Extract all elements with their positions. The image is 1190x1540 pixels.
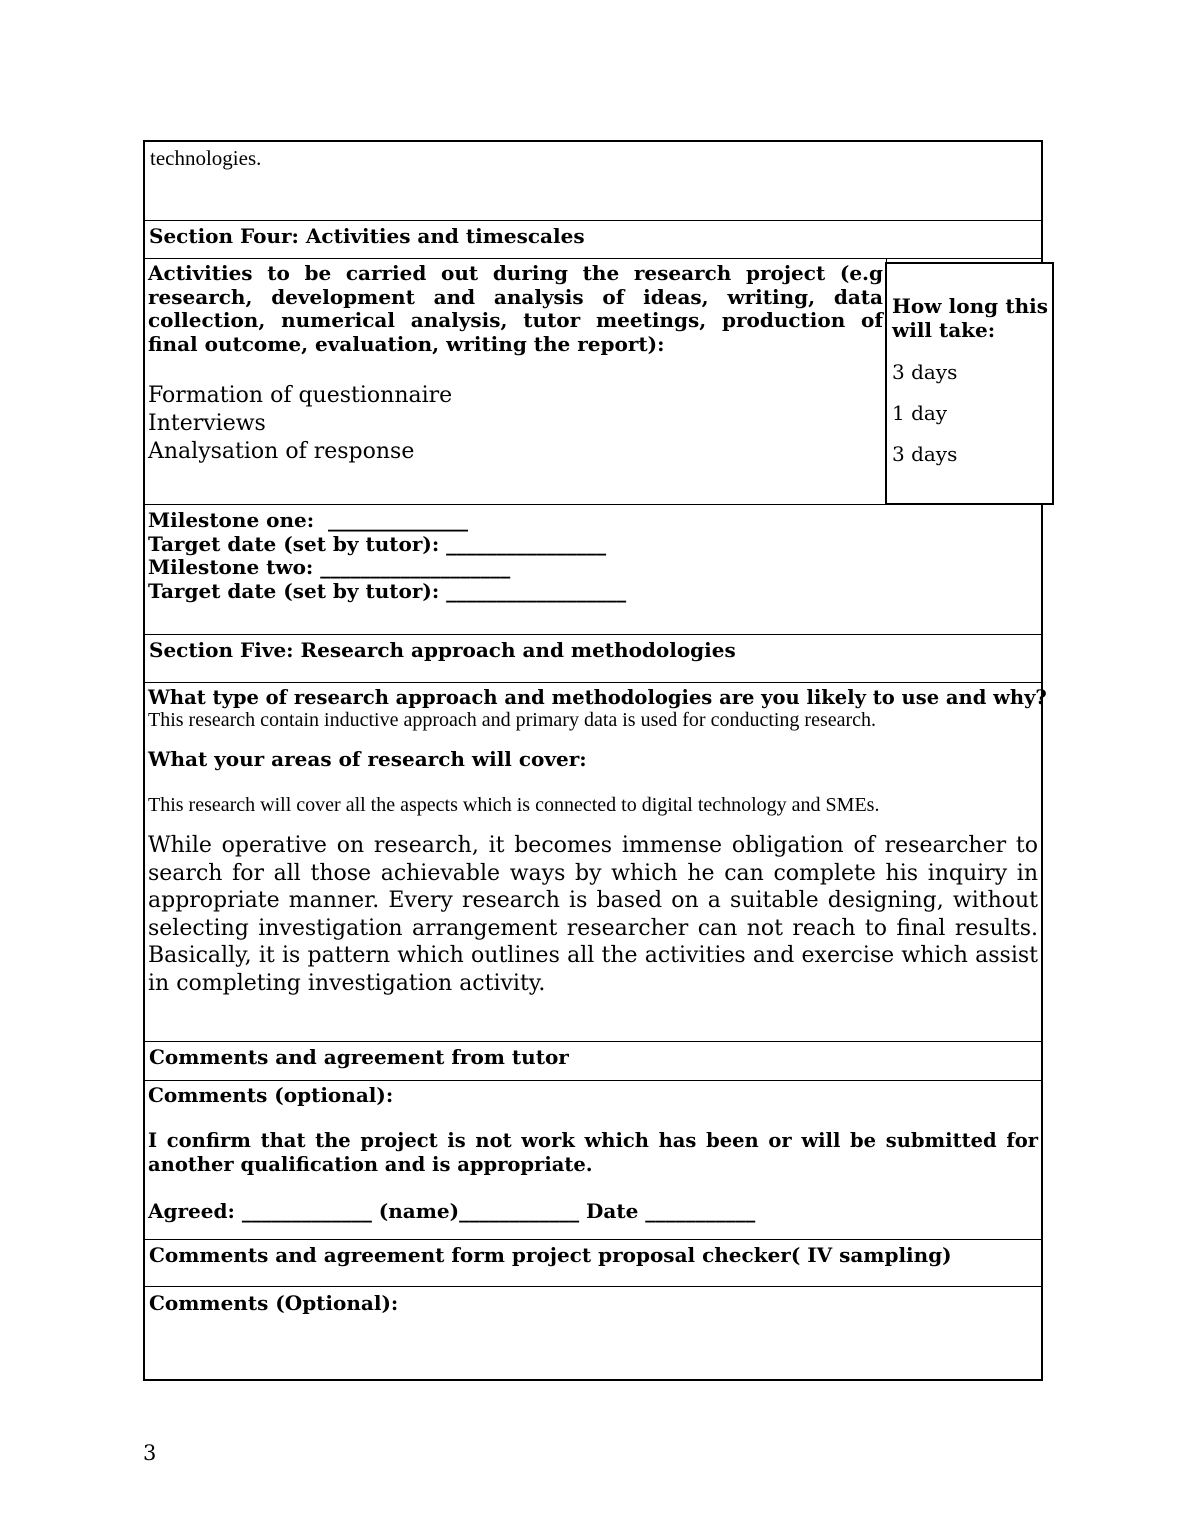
tutor-comments-label: Comments (optional): [148,1083,394,1107]
research-paragraph: While operative on research, it becomes immense obligation of researcher to search for all those achievable ways by which he can complete his inquiry in appropriate manner. Every research is based on a suitable designing, without selecting investigation arrangement researcher can not reach to final results. Basically, it is pattern which outlines all the activities and exercise which assist in completing investigation activity. [148,833,1038,996]
target-date-one-line: Target date (set by tutor): ________________ [148,531,607,556]
proposal-form-table [143,140,1048,1381]
milestone-one-line: Milestone one: ______________ [148,508,469,532]
checker-header-row [145,1240,1041,1287]
tutor-header-row [145,1042,1041,1081]
technologies-cell [145,142,1041,221]
section-five-title: Section Five: Research approach and methodologies [149,638,736,662]
duration-value: 1 day [892,401,948,425]
activities-cell [145,259,887,504]
activities-list [148,382,883,466]
technologies-text: technologies. [150,146,262,170]
research-question-1: What type of research approach and methodologies are you likely to use and why? [148,686,1047,709]
tutor-comments-row [145,1081,1041,1240]
milestones-row [145,505,1041,635]
checker-comments-label: Comments (Optional): [149,1291,399,1315]
research-answer-2: This research will cover all the aspects which is connected to digital technology and SMEs. [148,794,880,816]
activity-item: Interviews [148,411,266,436]
checker-comments-row [145,1287,1041,1379]
research-row [145,683,1047,1042]
agreed-signature-line: Agreed: _____________ (name)____________ Date ___________ [148,1199,756,1223]
section-four-title: Section Four: Activities and timescales [149,224,585,248]
tutor-confirmation-text: I confirm that the project is not work which has been or will be submitted for another qualification and is appropriate. [148,1129,1038,1176]
duration-header: How long this will take: [892,294,1048,342]
duration-value: 3 days [892,360,958,384]
milestone-two-line: Milestone two: ___________________ [148,555,511,579]
tutor-header-title: Comments and agreement from tutor [149,1045,569,1069]
activity-item: Analysation of response [148,439,415,464]
target-date-two-line: Target date (set by tutor): __________________ [148,578,627,603]
duration-value: 3 days [892,442,958,466]
research-answer-1: This research contain inductive approach and primary data is used for conducting research. [148,709,877,731]
activities-prompt: Activities to be carried out during the research project (e.g research, development and analysis of ideas, writing, data collection, numerical analysis, tutor meetings, production of final outcome, evaluation, writing the report): [148,261,883,356]
activities-row [145,259,1048,505]
section-five-header-row [145,635,1041,683]
activity-item: Formation of questionnaire [148,383,453,408]
page-number: 3 [143,1441,157,1465]
duration-cell [885,262,1054,505]
section-four-header-row [145,221,1041,259]
duration-list [892,360,1048,466]
research-question-2: What your areas of research will cover: [148,747,587,771]
checker-header-title: Comments and agreement form project proposal checker( IV sampling) [149,1243,952,1267]
